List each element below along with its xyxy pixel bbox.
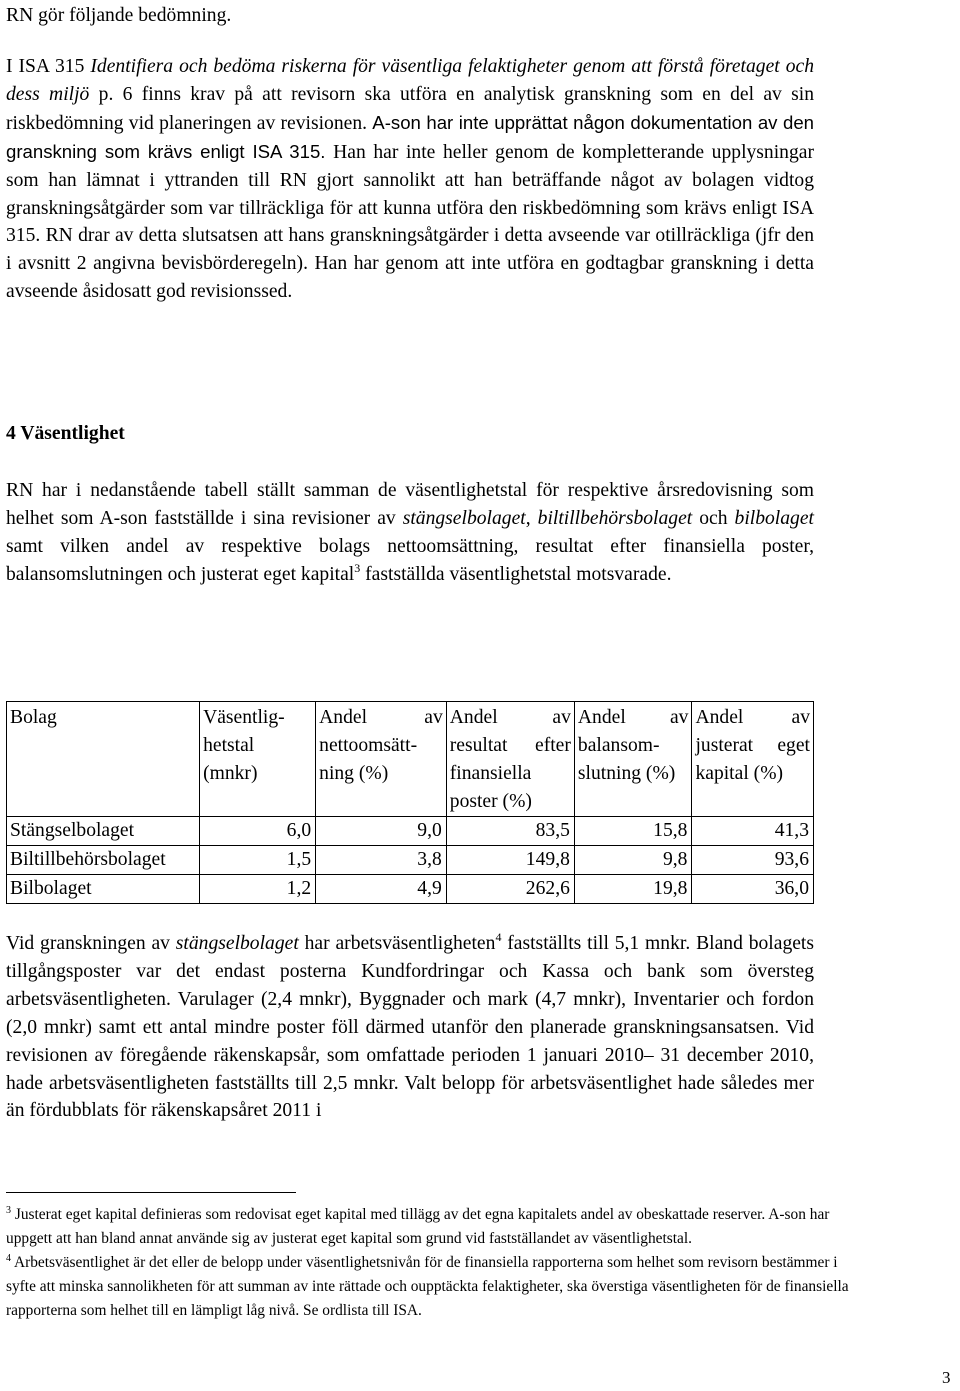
p4-italic-stangsel: stängselbolaget [175, 933, 299, 954]
header-vasentlighetstal: Väsentlig-hetstal (mnkr) [200, 702, 316, 817]
table-row [7, 846, 814, 875]
footnote-number: 3 [6, 1205, 11, 1216]
cell-value: 15,8 [574, 817, 692, 846]
cell-bolag: Bilbolaget [7, 875, 200, 904]
cell-bolag: Stängselbolaget [7, 817, 200, 846]
p3-italic-bilbolaget: bilbolaget [734, 507, 814, 529]
cell-value: 1,2 [200, 875, 316, 904]
p3-text-a: RN har i nedanstående tabell ställt samman de väsentlighetstal för respektive årsredovisning som helhet som A-son fastställde i sina revisioner av [6, 480, 814, 529]
section-heading: 4 Väsentlighet [6, 423, 125, 444]
footnotes [6, 1203, 866, 1323]
isa-rest: p. 6 finns krav på att revisorn ska utföra en analytisk granskning som en del av sin riskbedömning vid planeringen av revisionen. [6, 83, 815, 134]
isa-sans-sentence: A-son har inte upprättat någon dokumentation av den granskning som krävs enligt ISA 315. [6, 111, 814, 162]
isa-title: Identifiera och bedöma riskerna för väsentliga felaktigheter genom att förstå företaget och dess miljö [6, 56, 815, 105]
p3-italic-stangsel: stängselbolaget [402, 507, 526, 529]
cell-value: 3,8 [316, 846, 447, 875]
cell-value: 9,0 [316, 817, 447, 846]
footnote-3 [6, 1203, 866, 1251]
paragraph-materiality [6, 477, 814, 589]
cell-value: 262,6 [446, 875, 574, 904]
p3-text-d: samt vilken andel av respektive bolags nettoomsättning, resultat efter finansiella poster, balansomslutningen och justerat eget kapital [6, 535, 814, 585]
materiality-table [6, 701, 814, 904]
cell-value: 83,5 [446, 817, 574, 846]
cell-value: 19,8 [574, 875, 692, 904]
isa-tail: Han har inte heller genom de kompletterande upplysningar som han lämnat i yttranden till RN gjort sannolikt att han beträffande något av bolagen vidtog granskningsåtgärder som var tillräckliga för att kunna utföra den riskbedömning som krävs enligt ISA 315. RN drar av detta slutsatsen att hans granskningsåtgärder i detta avseende var otillräckliga (jfr den i avsnitt 2 angivna bevisbörderegeln). Han har genom att inte utföra en godtagbar granskning i detta avseende åsidosatt god revisionssed. [6, 141, 814, 303]
cell-value: 93,6 [692, 846, 814, 875]
footnote-ref-4: 4 [495, 930, 502, 944]
header-resultat: Andel av resultat efter finansiella poster (%) [446, 702, 574, 817]
table-row [7, 875, 814, 904]
p4-text-a: Vid granskningen av [6, 933, 176, 954]
cell-value: 149,8 [446, 846, 574, 875]
header-justerat-eget-kapital: Andel av justerat eget kapital (%) [692, 702, 814, 817]
cell-value: 41,3 [692, 817, 814, 846]
p4-text-c: fastställts till 5,1 mnkr. Bland bolagets tillgångsposter var det endast posterna Kundfordringar och Kassa och bank som översteg arbetsväsentligheten. Varulager (2,4 mnkr), Byggnader och mark (4,7 mnkr), Inventarier och fordon (2,0 mnkr) samt ett antal mindre poster föll därmed utanför den planerade granskningsansatsen. Vid revisionen av föregående räkenskapsår, som omfattade perioden 1 januari 2010– 31 december 2010, hade arbetsväsentligheten fastställts till 2,5 mnkr. Valt belopp för arbetsväsentlighet hade således mer än fördubblats för räkenskapsåret 2011 i [6, 933, 815, 1122]
cell-value: 9,8 [574, 846, 692, 875]
cell-value: 1,5 [200, 846, 316, 875]
table-header-row [7, 702, 814, 817]
p3-text-b: , [525, 507, 538, 529]
p3-text-e: fastställda väsentlighetstal motsvarade. [360, 563, 672, 585]
isa-lead: I ISA 315 [6, 56, 91, 77]
cell-bolag: Biltillbehörsbolaget [7, 846, 200, 875]
header-bolag: Bolag [7, 702, 200, 817]
paragraph-isa315 [6, 53, 814, 306]
footnote-text: Arbetsväsentlighet är det eller de belopp under väsentlighetsnivån för de finansiella rapporterna som helhet som revisorn bestämmer i syfte att minska sannolikheten för att summan av inte rättade och oupptäckta felaktigheter, ska överstiga väsentligheten för de finansiella rapporterna som helhet till en lämpligt låg nivå. Se ordlista till ISA. [6, 1254, 849, 1319]
cell-value: 4,9 [316, 875, 447, 904]
footnote-4 [6, 1251, 866, 1323]
paragraph-arbetsvasentlighet [6, 930, 814, 1125]
paragraph-intro: RN gör följande bedömning. [6, 5, 232, 26]
page-number: 3 [942, 1368, 951, 1387]
header-balansomslutning: Andel av balansom-slutning (%) [574, 702, 692, 817]
footnote-number: 4 [6, 1253, 11, 1264]
header-nettoomsattning: Andel av nettoomsätt-ning (%) [316, 702, 447, 817]
footnote-ref-3: 3 [354, 560, 361, 575]
cell-value: 36,0 [692, 875, 814, 904]
p3-text-c: och [692, 507, 735, 529]
table-row [7, 817, 814, 846]
cell-value: 6,0 [200, 817, 316, 846]
footnote-text: Justerat eget kapital definieras som redovisat eget kapital med tillägg av det egna kapitalets andel av obeskattade reserver. A-son har uppgett att han bland annat använde sig av justerat eget kapital som grund vid fastställandet av väsentlighetstal. [6, 1206, 830, 1247]
p4-text-b: har arbetsväsentligheten [298, 933, 496, 954]
p3-italic-biltillbehor: biltillbehörsbolaget [537, 507, 693, 529]
footnote-divider [6, 1192, 296, 1193]
